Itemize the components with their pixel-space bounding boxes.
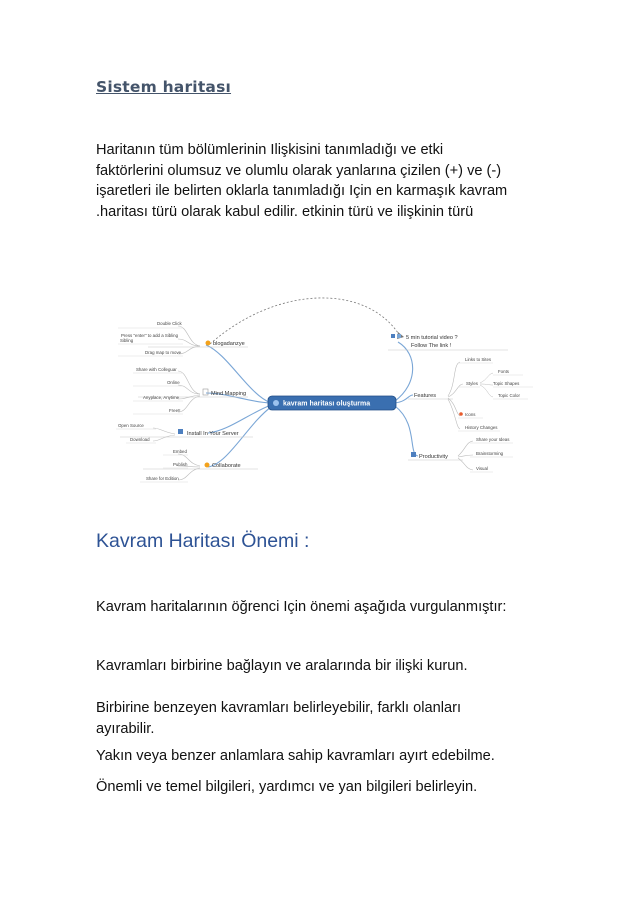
info-icon xyxy=(273,400,279,406)
svg-text:Links to Sites: Links to Sites xyxy=(465,357,492,362)
svg-text:Free!!: Free!! xyxy=(169,408,181,413)
svg-text:Press "enter" to add a Sibling: Press "enter" to add a Sibling xyxy=(121,333,179,338)
svg-text:Double Click: Double Click xyxy=(157,321,182,326)
svg-text:Install In Your Server: Install In Your Server xyxy=(187,431,239,437)
svg-text:5 min tutorial video ?: 5 min tutorial video ? xyxy=(406,335,458,341)
right-branch-productivity xyxy=(408,437,513,472)
left-branch-collaborate xyxy=(140,449,258,482)
chart-icon xyxy=(411,452,416,457)
paragraph-line: .haritası türü olarak kabul edilir. etkinin türü ve ilişkinin türü xyxy=(96,203,474,220)
list-item: Kavramları birbirine bağlayın ve aralarında bir ilişki kurun. xyxy=(96,658,468,674)
pencil-icon xyxy=(205,463,210,468)
list-item-continuation: ayırabilir. xyxy=(96,721,155,737)
svg-text:Share for Edition: Share for Edition xyxy=(146,476,179,481)
section-title-system-map: Sistem haritası xyxy=(96,78,232,96)
svg-text:Share your Ideas: Share your Ideas xyxy=(476,437,510,442)
list-item: Yakın veya benzer anlamlara sahip kavramları ayırt edebilme. xyxy=(96,748,495,764)
paragraph-line: işaretleri ile belirten oklarla tanımladığı Için en karmaşık kavram xyxy=(96,183,508,199)
svg-text:Sibling: Sibling xyxy=(120,338,134,343)
svg-text:Productivity: Productivity xyxy=(419,454,448,460)
list-item: Önemli ve temel bilgileri, yardımcı ve yan bilgileri belirleyin. xyxy=(96,779,478,795)
paragraph-system-map xyxy=(96,140,507,222)
svg-text:Mind Mapping: Mind Mapping xyxy=(211,391,247,397)
icons-icon xyxy=(459,412,463,416)
svg-text:Download: Download xyxy=(130,437,150,442)
svg-text:Topic Color: Topic Color xyxy=(498,393,520,398)
paragraph-line: Haritanın tüm bölümlerinin Ilişkisini tanımladığı ve etki xyxy=(96,142,444,158)
svg-text:Embed: Embed xyxy=(173,449,187,454)
left-branch-mind-mapping xyxy=(133,367,248,414)
svg-text:Online: Online xyxy=(167,380,180,385)
center-node-label: kavram haritası oluşturma xyxy=(283,400,371,408)
svg-text:Drag map to move: Drag map to move xyxy=(145,350,182,355)
intro-line: Kavram haritalarının öğrenci Için önemi aşağıda vurgulanmıştır: xyxy=(96,599,507,615)
svg-text:Visual: Visual xyxy=(476,466,488,471)
svg-text:History Changes: History Changes xyxy=(465,425,498,430)
svg-text:Publish: Publish xyxy=(173,462,188,467)
video-icon xyxy=(391,334,395,338)
dashed-link-arc xyxy=(210,298,400,344)
paragraph-line: faktörlerini olumsuz ve olumlu olarak yanlarına çizilen (+) ve (-) xyxy=(96,162,502,179)
section-title-importance: Kavram Haritası Önemi : xyxy=(96,530,310,552)
svg-text:Icons: Icons xyxy=(465,412,476,417)
star-icon xyxy=(206,341,211,346)
svg-text:Collaborate: Collaborate xyxy=(212,463,241,469)
svg-text:Share with Colleguar: Share with Colleguar xyxy=(136,367,177,372)
svg-text:Anyplace, Anytime: Anyplace, Anytime xyxy=(143,395,180,400)
mind-map-figure xyxy=(108,284,538,494)
server-icon xyxy=(178,429,183,434)
svg-text:Brainstorming: Brainstorming xyxy=(476,451,504,456)
left-branch-install xyxy=(116,423,253,443)
svg-text:Topic Shapes: Topic Shapes xyxy=(493,381,520,386)
svg-text:Open Source: Open Source xyxy=(118,423,144,428)
svg-text:Follow The link !: Follow The link ! xyxy=(411,343,452,349)
right-branch-tutorial xyxy=(388,334,508,350)
document-icon xyxy=(203,389,208,395)
svg-text:Fonts: Fonts xyxy=(498,369,509,374)
list-item: Birbirine benzeyen kavramları belirleyebilir, farklı olanları xyxy=(96,700,462,716)
svg-text:Features: Features xyxy=(414,393,437,399)
right-branch-features xyxy=(408,357,533,431)
left-branch-blogadanzye xyxy=(118,321,248,356)
svg-text:Styles: Styles xyxy=(466,381,478,386)
svg-text:blogadanzye: blogadanzye xyxy=(213,341,245,347)
link-icon xyxy=(397,334,401,338)
